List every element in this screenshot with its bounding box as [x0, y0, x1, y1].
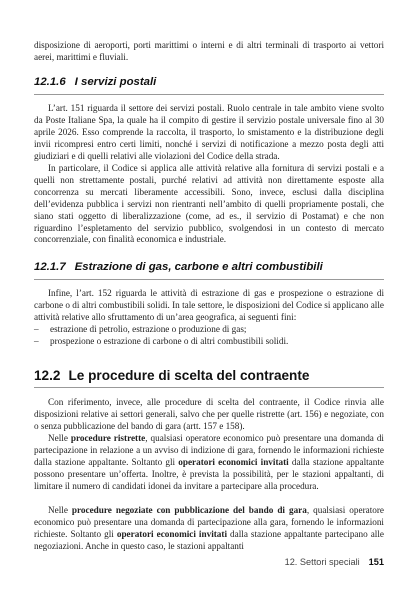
dash-marker: –	[34, 324, 39, 334]
section-number: 12.2	[34, 368, 61, 383]
heading-underline	[34, 387, 384, 388]
list-item-text: prospezione o estrazione di carbone o di altri combustibili solidi.	[50, 335, 289, 346]
continuation-paragraph: disposizione di aeroporti, porti marittimi o interni e di altri terminali di trasporto ai vettori aerei, marittimi e fluviali.	[34, 40, 384, 62]
list-item-text: estrazione di petrolio, estrazione o produzione di gas;	[50, 324, 247, 334]
bullet-list	[34, 324, 384, 348]
paragraph: Con riferimento, invece, alle procedure di scelta del contraente, il Codice rinvia alle disposizioni relative ai settori generali, salvo che per quelle ristrette (art. 156) e negoziate, con o senza pubblicazione del bando di gara (artt. 157 e 158).	[34, 397, 384, 431]
heading-underline	[34, 94, 384, 95]
section-title: Le procedure di scelta del contraente	[68, 368, 310, 383]
bold-term: procedure ristrette	[70, 433, 146, 443]
subsection-number: 12.1.7	[34, 261, 66, 273]
list-item	[34, 336, 384, 348]
paragraph-procedure-ristrette: Nelle procedure ristrette, qualsiasi operatore economico può presentare una domanda di partecipazione in relazione a un avviso di indizione di gara, fornendo le informazioni richieste dalla stazione appaltante. Soltanto gli operatori economici invitati dalla stazione appaltante possono presentare un’offerta. Inoltre, è prevista la possibilità, per le stazioni appaltanti, di limitare il numero di candidati idonei da invitare a partecipare alla procedura.	[34, 433, 384, 491]
subsection-title: I servizi postali	[74, 76, 157, 88]
heading-underline	[34, 279, 384, 280]
list-item	[34, 324, 384, 336]
subsection-heading-12-1-7	[34, 261, 384, 273]
subsection-title: Estrazione di gas, carbone e altri combustibili	[74, 261, 323, 273]
subsection-number: 12.1.6	[34, 76, 66, 88]
paragraph-procedure-negoziate: Nelle procedure negoziate con pubblicazione del bando di gara, qualsiasi operatore economico può presentare una domanda di partecipazione alla gara, fornendo le informazioni richieste. Soltanto gli operatori economici invitati dalla stazione appaltante partecipano alle negoziazioni. Anche in questo caso, le stazioni appaltanti	[34, 505, 384, 551]
paragraph: Infine, l’art. 152 riguarda le attività di estrazione di gas e prospezione o estrazione di carbone o di altri combustibili solidi. In tale settore, le disposizioni del Codice si applicano alle attività relative allo sfruttamento di un’area geografica, ai seguenti fini:	[34, 288, 384, 322]
page-footer	[200, 557, 384, 567]
paragraph: L’art. 151 riguarda il settore dei servizi postali. Ruolo centrale in tale ambito viene svolto da Poste Italiane Spa, la quale ha il compito di gestire il servizio postale universale fino al 30 aprile 2026. Esso comprende la raccolta, il trasporto, lo smistamento e la distribuzione degli invii ricompresi entro certi limiti, nonché i servizi di notificazione a mezzo posta degli atti giudiziari e di quelli relativi alle violazioni del Codice della strada.	[34, 103, 384, 161]
bold-term: operatori economici invitati	[178, 456, 289, 467]
bold-term: operatori economici invitati	[116, 528, 228, 539]
paragraph: In particolare, il Codice si applica alle attività relative alla fornitura di servizi postali e a quelli non strettamente postali, purché relativi ad attività non direttamente esposte alla concorrenza su mercati liberamente accessibili. Sono, invece, esclusi dalla disciplina dell’evidenza pubblica i servizi non rientranti nell’ambito di quelli propriamente postali, che siano stati oggetto di liberalizzazione (come, ad es., il servizio di Postamat) e che non riguardino l’espletamento del servizio pubblico, svolgendosi in un contesto di mercato concorrenziale, con finalità economica e industriale.	[34, 163, 384, 245]
dash-marker: –	[34, 335, 39, 346]
section-heading-12-2	[34, 368, 384, 383]
page-number: 151	[368, 557, 384, 567]
bold-term: procedure negoziate con pubblicazione del bando di gara	[71, 505, 307, 515]
running-head: 12. Settori speciali	[284, 557, 360, 567]
subsection-heading-12-1-6	[34, 76, 384, 88]
